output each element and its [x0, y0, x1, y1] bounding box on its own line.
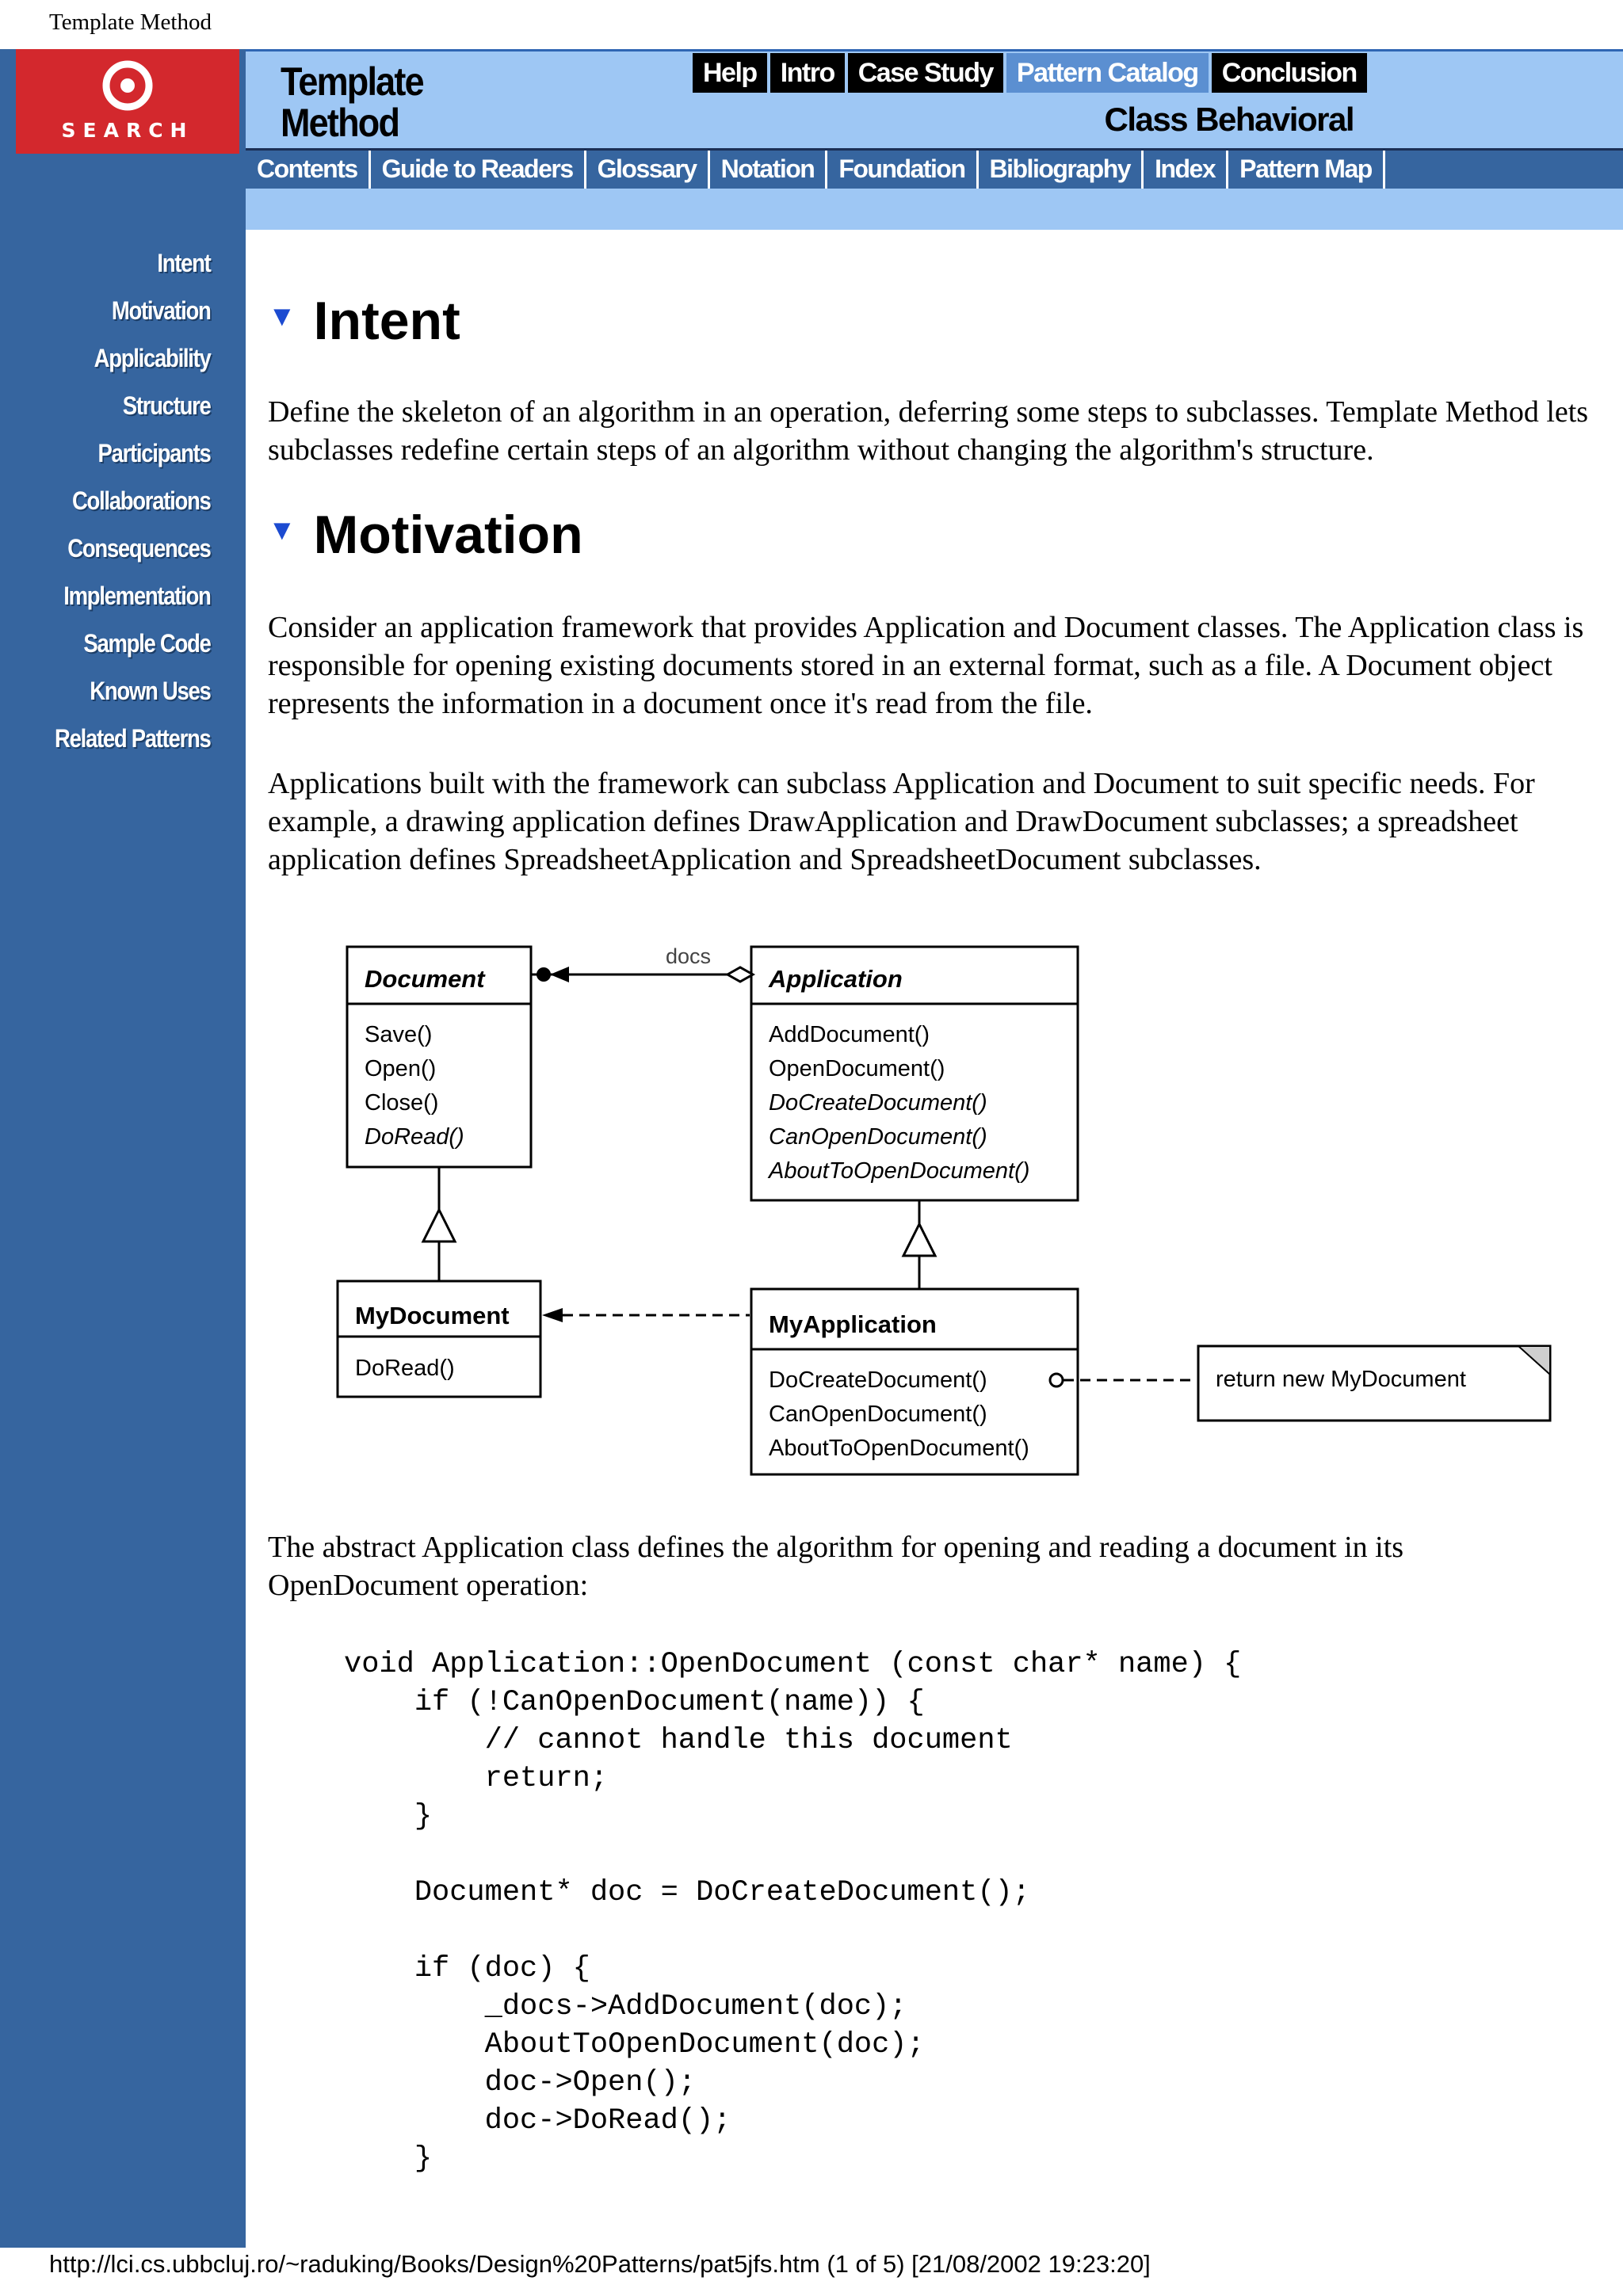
sidebar-item-structure[interactable]: Structure — [123, 391, 211, 420]
application-op: AddDocument() — [769, 1022, 930, 1047]
document-op: DoRead() — [365, 1124, 464, 1150]
search-label: SEARCH — [61, 119, 194, 142]
myapplication-op: AboutToOpenDocument() — [769, 1436, 1029, 1461]
sidebar-item-applicability[interactable]: Applicability — [94, 344, 211, 372]
mydocument-class-name: MyDocument — [355, 1302, 510, 1329]
nav-contents[interactable]: Contents — [246, 151, 371, 189]
page-footer-url: http://lci.cs.ubbcluj.ro/~raduking/Books/Design%20Patterns/pat5jfs.htm (1 of 5) [21/08/2002 19:23:20] — [49, 2250, 1151, 2278]
collapse-triangle-icon[interactable]: ▼ — [268, 513, 296, 546]
top-tabs — [693, 53, 1370, 93]
application-op: AboutToOpenDocument() — [769, 1158, 1030, 1184]
pattern-title-line2: Method — [281, 101, 399, 145]
tab-help[interactable]: Help — [693, 53, 767, 93]
sidebar-item-known-uses[interactable]: Known Uses — [90, 677, 212, 705]
myapplication-op: CanOpenDocument() — [769, 1402, 987, 1427]
motivation-paragraph-3: The abstract Application class defines the algorithm for opening and reading a document in its OpenDocument operation: — [268, 1531, 1404, 1602]
application-op: CanOpenDocument() — [769, 1124, 987, 1150]
pattern-title — [281, 61, 423, 143]
intent-heading-text: Intent — [313, 291, 460, 351]
nav-foundation[interactable]: Foundation — [827, 151, 978, 189]
intent-heading — [268, 285, 1599, 357]
mydocument-op: DoRead() — [355, 1356, 455, 1381]
sidebar-item-related-patterns[interactable]: Related Patterns — [55, 724, 211, 753]
note-text: return new MyDocument — [1216, 1367, 1466, 1392]
inheritance-triangle-icon — [903, 1224, 935, 1256]
nav-bar — [246, 148, 1623, 189]
tab-pattern-catalog[interactable]: Pattern Catalog — [1006, 53, 1209, 93]
class-diagram — [268, 902, 1599, 1505]
application-op: DoCreateDocument() — [769, 1090, 987, 1116]
myapplication-op: DoCreateDocument() — [769, 1367, 987, 1393]
target-icon — [102, 60, 153, 111]
myapplication-class-name: MyApplication — [769, 1310, 937, 1338]
tab-conclusion[interactable]: Conclusion — [1212, 53, 1367, 93]
document-op: Save() — [365, 1022, 433, 1047]
document-title: Template Method — [49, 10, 212, 35]
nav-links — [246, 151, 1385, 189]
nav-pattern-map[interactable]: Pattern Map — [1228, 151, 1385, 189]
collapse-triangle-icon[interactable]: ▼ — [268, 299, 296, 332]
motivation-paragraph-2: Applications built with the framework can subclass Application and Document to suit specific needs. For example, a drawing application defines DrawApplication and DrawDocument subclasses; a spreadsheet application defines SpreadsheetApplication and SpreadsheetDocument subclasses. — [268, 767, 1535, 876]
inheritance-triangle-icon — [423, 1210, 455, 1241]
motivation-heading — [268, 499, 1599, 570]
header-banner — [246, 49, 1623, 154]
application-class-name: Application — [769, 965, 903, 993]
nav-glossary[interactable]: Glossary — [586, 151, 710, 189]
sidebar-item-participants[interactable]: Participants — [97, 439, 211, 467]
intent-text: Define the skeleton of an algorithm in an operation, deferring some steps to subclasses. Template Method lets subclasses redefine certain steps of an algorithm without changing the algorithm's structure. — [268, 395, 1589, 467]
search-button[interactable] — [16, 49, 239, 154]
nav-bibliography[interactable]: Bibliography — [979, 151, 1144, 189]
aggregation-diamond-icon — [727, 967, 753, 982]
sidebar-item-collaborations[interactable]: Collaborations — [72, 486, 211, 515]
nav-guide-to-readers[interactable]: Guide to Readers — [371, 151, 586, 189]
nav-index[interactable]: Index — [1144, 151, 1228, 189]
sidebar-nav — [29, 244, 211, 767]
document-op: Open() — [365, 1056, 437, 1081]
code-sample: void Application::OpenDocument (const char* name) { if (!CanOpenDocument(name)) { // cannot handle this document return; } Document* doc = DoCreateDocument(); if (doc) { _docs->AddDocument(doc); AboutToOpenDocument(doc); doc->Open(); doc->DoRead(); } — [344, 1648, 1242, 2176]
sidebar-item-implementation[interactable]: Implementation — [63, 582, 211, 610]
sidebar — [0, 49, 246, 2248]
motivation-heading-text: Motivation — [313, 505, 583, 565]
document-op: Close() — [365, 1090, 439, 1116]
docs-label: docs — [666, 944, 712, 968]
tab-case-study[interactable]: Case Study — [848, 53, 1003, 93]
application-op: OpenDocument() — [769, 1056, 945, 1081]
nav-bar-strip — [246, 189, 1623, 230]
sidebar-item-motivation[interactable]: Motivation — [112, 296, 211, 325]
pattern-category: Class Behavioral — [1104, 101, 1354, 138]
sidebar-item-consequences[interactable]: Consequences — [67, 534, 211, 563]
tab-intro[interactable]: Intro — [770, 53, 845, 93]
motivation-paragraph-1: Consider an application framework that provides Application and Document classes. The Application class is responsible for opening existing documents stored in an external format, such as a file. A Document object represents the information in a document once it's read from the file. — [268, 611, 1584, 720]
document-class-name: Document — [365, 965, 485, 993]
pattern-title-line1: Template — [281, 59, 423, 104]
sidebar-item-intent[interactable]: Intent — [157, 249, 211, 277]
sidebar-item-sample-code[interactable]: Sample Code — [83, 629, 211, 658]
nav-notation[interactable]: Notation — [710, 151, 828, 189]
main-content — [268, 285, 1599, 2178]
